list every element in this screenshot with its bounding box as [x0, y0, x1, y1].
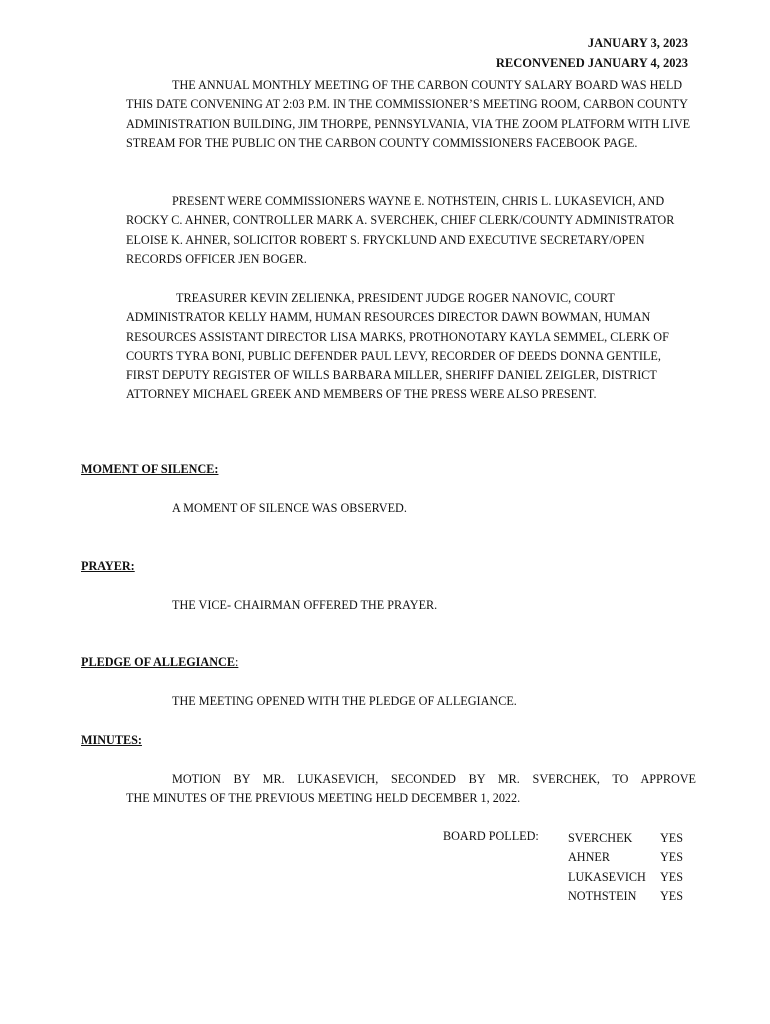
- poll-vote: YES: [660, 869, 684, 884]
- prayer-text: THE VICE- CHAIRMAN OFFERED THE PRAYER.: [172, 598, 438, 612]
- poll-vote: YES: [660, 850, 684, 865]
- poll-name: AHNER: [568, 850, 610, 865]
- board-polled-label: BOARD POLLED:: [443, 829, 539, 843]
- poll-name: SVERCHEK: [568, 831, 633, 845]
- minutes-motion-line-2: THE MINUTES OF THE PREVIOUS MEETING HELD DECEMBER 1, 2022.: [126, 791, 521, 806]
- minutes-motion: [126, 770, 696, 809]
- pledge-text: THE MEETING OPENED WITH THE PLEDGE OF ALLEGIANCE.: [172, 694, 517, 708]
- also-present-paragraph-text: TREASURER KEVIN ZELIENKA, PRESIDENT JUDGE ROGER NANOVIC, COURT ADMINISTRATOR KELLY HAMM, HUMAN RESOURCES DIRECTOR DAWN BOWMAN, HUMAN RESOURCES ASSISTANT DIRECTOR LISA MARKS, PROTHONOTARY KAYLA SEMMEL, CLERK OF COURTS TYRA BONI, PUBLIC DEFENDER PAUL LEVY, RECORDER OF DEEDS DONNA GENTILE, FIRST DEPUTY REGISTER OF WILLS BARBARA MILLER, SHERIFF DANIEL ZEIGLER, DISTRICT ATTORNEY MICHAEL GREEK AND MEMBERS OF THE PRESS WERE ALSO PRESENT.: [126, 291, 669, 402]
- moment-of-silence-text: A MOMENT OF SILENCE WAS OBSERVED.: [172, 501, 407, 515]
- poll-row: [568, 848, 683, 867]
- also-present-paragraph: [126, 289, 696, 405]
- pledge-heading: [81, 655, 238, 670]
- present-paragraph-text: PRESENT WERE COMMISSIONERS WAYNE E. NOTHSTEIN, CHRIS L. LUKASEVICH, AND ROCKY C. AHNER, CONTROLLER MARK A. SVERCHEK, CHIEF CLERK/COUNTY ADMINISTRATOR ELOISE K. AHNER, SOLICITOR ROBERT S. FRYCKLUND AND EXECUTIVE SECRETARY/OPEN RECORDS OFFICER JEN BOGER.: [126, 194, 675, 266]
- present-paragraph: [126, 192, 696, 269]
- poll-row: [568, 829, 683, 848]
- prayer-heading: PRAYER:: [81, 559, 135, 573]
- poll-name: LUKASEVICH: [568, 869, 646, 884]
- minutes-motion-line-1: MOTION BY MR. LUKASEVICH, SECONDED BY MR. SVERCHEK, TO APPROVE: [172, 772, 696, 786]
- pledge-heading-colon: :: [234, 655, 239, 669]
- opening-paragraph-text: THE ANNUAL MONTHLY MEETING OF THE CARBON COUNTY SALARY BOARD WAS HELD THIS DATE CONVENING AT 2:03 P.M. IN THE COMMISSIONER’S MEETING ROOM, CARBON COUNTY ADMINISTRATION BUILDING, JIM THORPE, PENNSYLVANIA, VIA THE ZOOM PLATFORM WITH LIVE STREAM FOR THE PUBLIC ON THE CARBON COUNTY COMMISSIONERS FACEBOOK PAGE.: [126, 78, 691, 150]
- poll-row: [568, 887, 683, 906]
- meeting-date: JANUARY 3, 2023: [587, 36, 688, 50]
- reconvened-date: RECONVENED JANUARY 4, 2023: [495, 56, 688, 70]
- poll-row: [568, 868, 683, 887]
- board-poll-table: [568, 829, 683, 906]
- minutes-heading: MINUTES:: [81, 733, 142, 747]
- poll-vote: YES: [660, 831, 684, 845]
- poll-name: NOTHSTEIN: [568, 888, 637, 903]
- opening-paragraph: [126, 76, 696, 153]
- pledge-heading-label: PLEDGE OF ALLEGIANCE: [81, 655, 235, 669]
- moment-of-silence-heading: MOMENT OF SILENCE:: [81, 462, 219, 476]
- poll-vote: YES: [660, 888, 684, 903]
